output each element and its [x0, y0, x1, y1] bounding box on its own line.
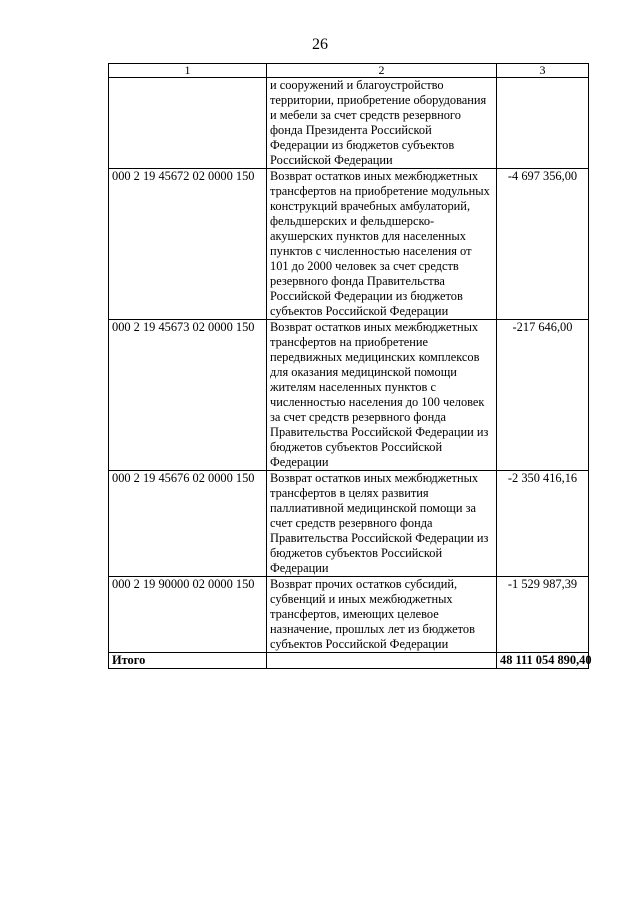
row-amount: -217 646,00 [497, 320, 589, 471]
table-row [109, 169, 589, 320]
page-number: 26 [312, 36, 328, 53]
table-row [109, 78, 589, 169]
row-amount: -1 529 987,39 [497, 577, 589, 653]
row-amount: -2 350 416,16 [497, 471, 589, 577]
row-code: 000 2 19 90000 02 0000 150 [109, 577, 267, 653]
row-amount [497, 78, 589, 169]
total-description [267, 653, 497, 669]
table-row [109, 471, 589, 577]
column-number-3: 3 [497, 64, 589, 78]
column-number-row [109, 64, 589, 78]
row-description: Возврат остатков иных межбюджетных трансфертов в целях развития паллиативной медицинской помощи за счет средств резервного фонда Правительства Российской Федерации из бюджетов субъектов Российской Федерации [267, 471, 497, 577]
table-row [109, 577, 589, 653]
table-row [109, 320, 589, 471]
budget-table [108, 63, 592, 669]
row-amount: -4 697 356,00 [497, 169, 589, 320]
row-code: 000 2 19 45672 02 0000 150 [109, 169, 267, 320]
row-code [109, 78, 267, 169]
total-label: Итого [109, 653, 267, 669]
column-number-2: 2 [267, 64, 497, 78]
row-description: Возврат остатков иных межбюджетных трансфертов на приобретение передвижных медицинских комплексов для оказания медицинской помощи жителям населенных пунктов с численностью населения до 100 человек за счет средств резервного фонда Правительства Российской Федерации из бюджетов субъектов Российской Федерации [267, 320, 497, 471]
total-amount: 48 111 054 890,40 [497, 653, 589, 669]
column-number-1: 1 [109, 64, 267, 78]
row-code: 000 2 19 45673 02 0000 150 [109, 320, 267, 471]
row-description: Возврат остатков иных межбюджетных трансфертов на приобретение модульных конструкций врачебных амбулаторий, фельдшерских и фельдшерско-акушерских пунктов для населенных пунктов с численностью населения от 101 до 2000 человек за счет средств резервного фонда Правительства Российской Федерации из бюджетов субъектов Российской Федерации [267, 169, 497, 320]
row-description: Возврат прочих остатков субсидий, субвенций и иных межбюджетных трансфертов, имеющих целевое назначение, прошлых лет из бюджетов субъектов Российской Федерации [267, 577, 497, 653]
row-description: и сооружений и благоустройство территории, приобретение оборудования и мебели за счет средств резервного фонда Президента Российской Федерации из бюджетов субъектов Российской Федерации [267, 78, 497, 169]
total-row [109, 653, 589, 669]
row-code: 000 2 19 45676 02 0000 150 [109, 471, 267, 577]
